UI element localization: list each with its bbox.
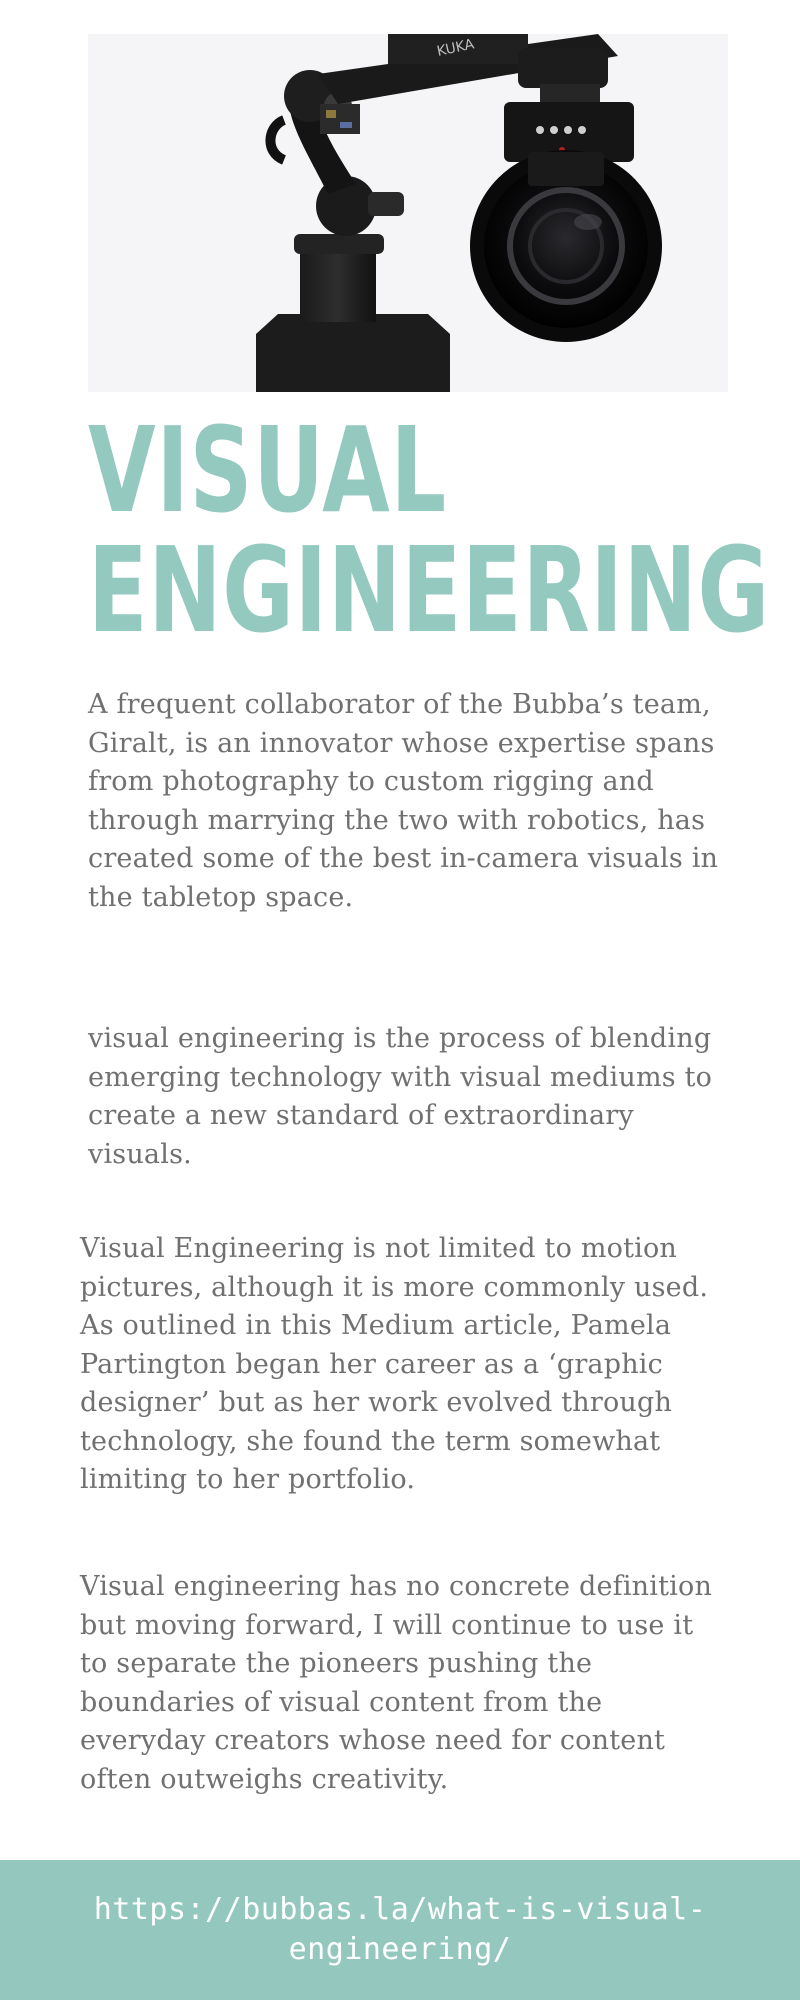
- footer-bar: [0, 1860, 800, 2000]
- kuka-arm-label: KUKA: [435, 36, 476, 60]
- example-paragraph: Visual Engineering is not limited to motion pictures, although it is more commonly used. As outlined in this Medium article, Pamela Partington began her career as a ‘graphic designer’ but as her work evolved through technology, she found the term somewhat limiting to her portfolio.: [80, 1233, 709, 1495]
- title-line-2: ENGINEERING: [88, 521, 770, 659]
- source-url-link[interactable]: https://bubbas.la/what-is-visual-engineering/: [93, 1892, 707, 1967]
- conclusion-paragraph: Visual engineering has no concrete definition but moving forward, I will continue to use it to separate the pioneers pushing the boundaries of visual content from the everyday creators whose need for content often outweighs creativity.: [80, 1571, 713, 1795]
- title-line-1: VISUAL: [88, 401, 447, 539]
- intro-paragraph: A frequent collaborator of the Bubba’s team, Giralt, is an innovator whose expertise spans from photography to custom rigging and through marrying the two with robotics, has created some of the best in-camera visuals in the tabletop space.: [88, 689, 719, 913]
- robotic-camera-arm-illustration: [88, 34, 728, 392]
- hero-image: [88, 34, 728, 392]
- definition-paragraph: visual engineering is the process of blending emerging technology with visual mediums to create a new standard of extraordinary visuals.: [88, 1023, 713, 1170]
- page-title: [88, 401, 770, 659]
